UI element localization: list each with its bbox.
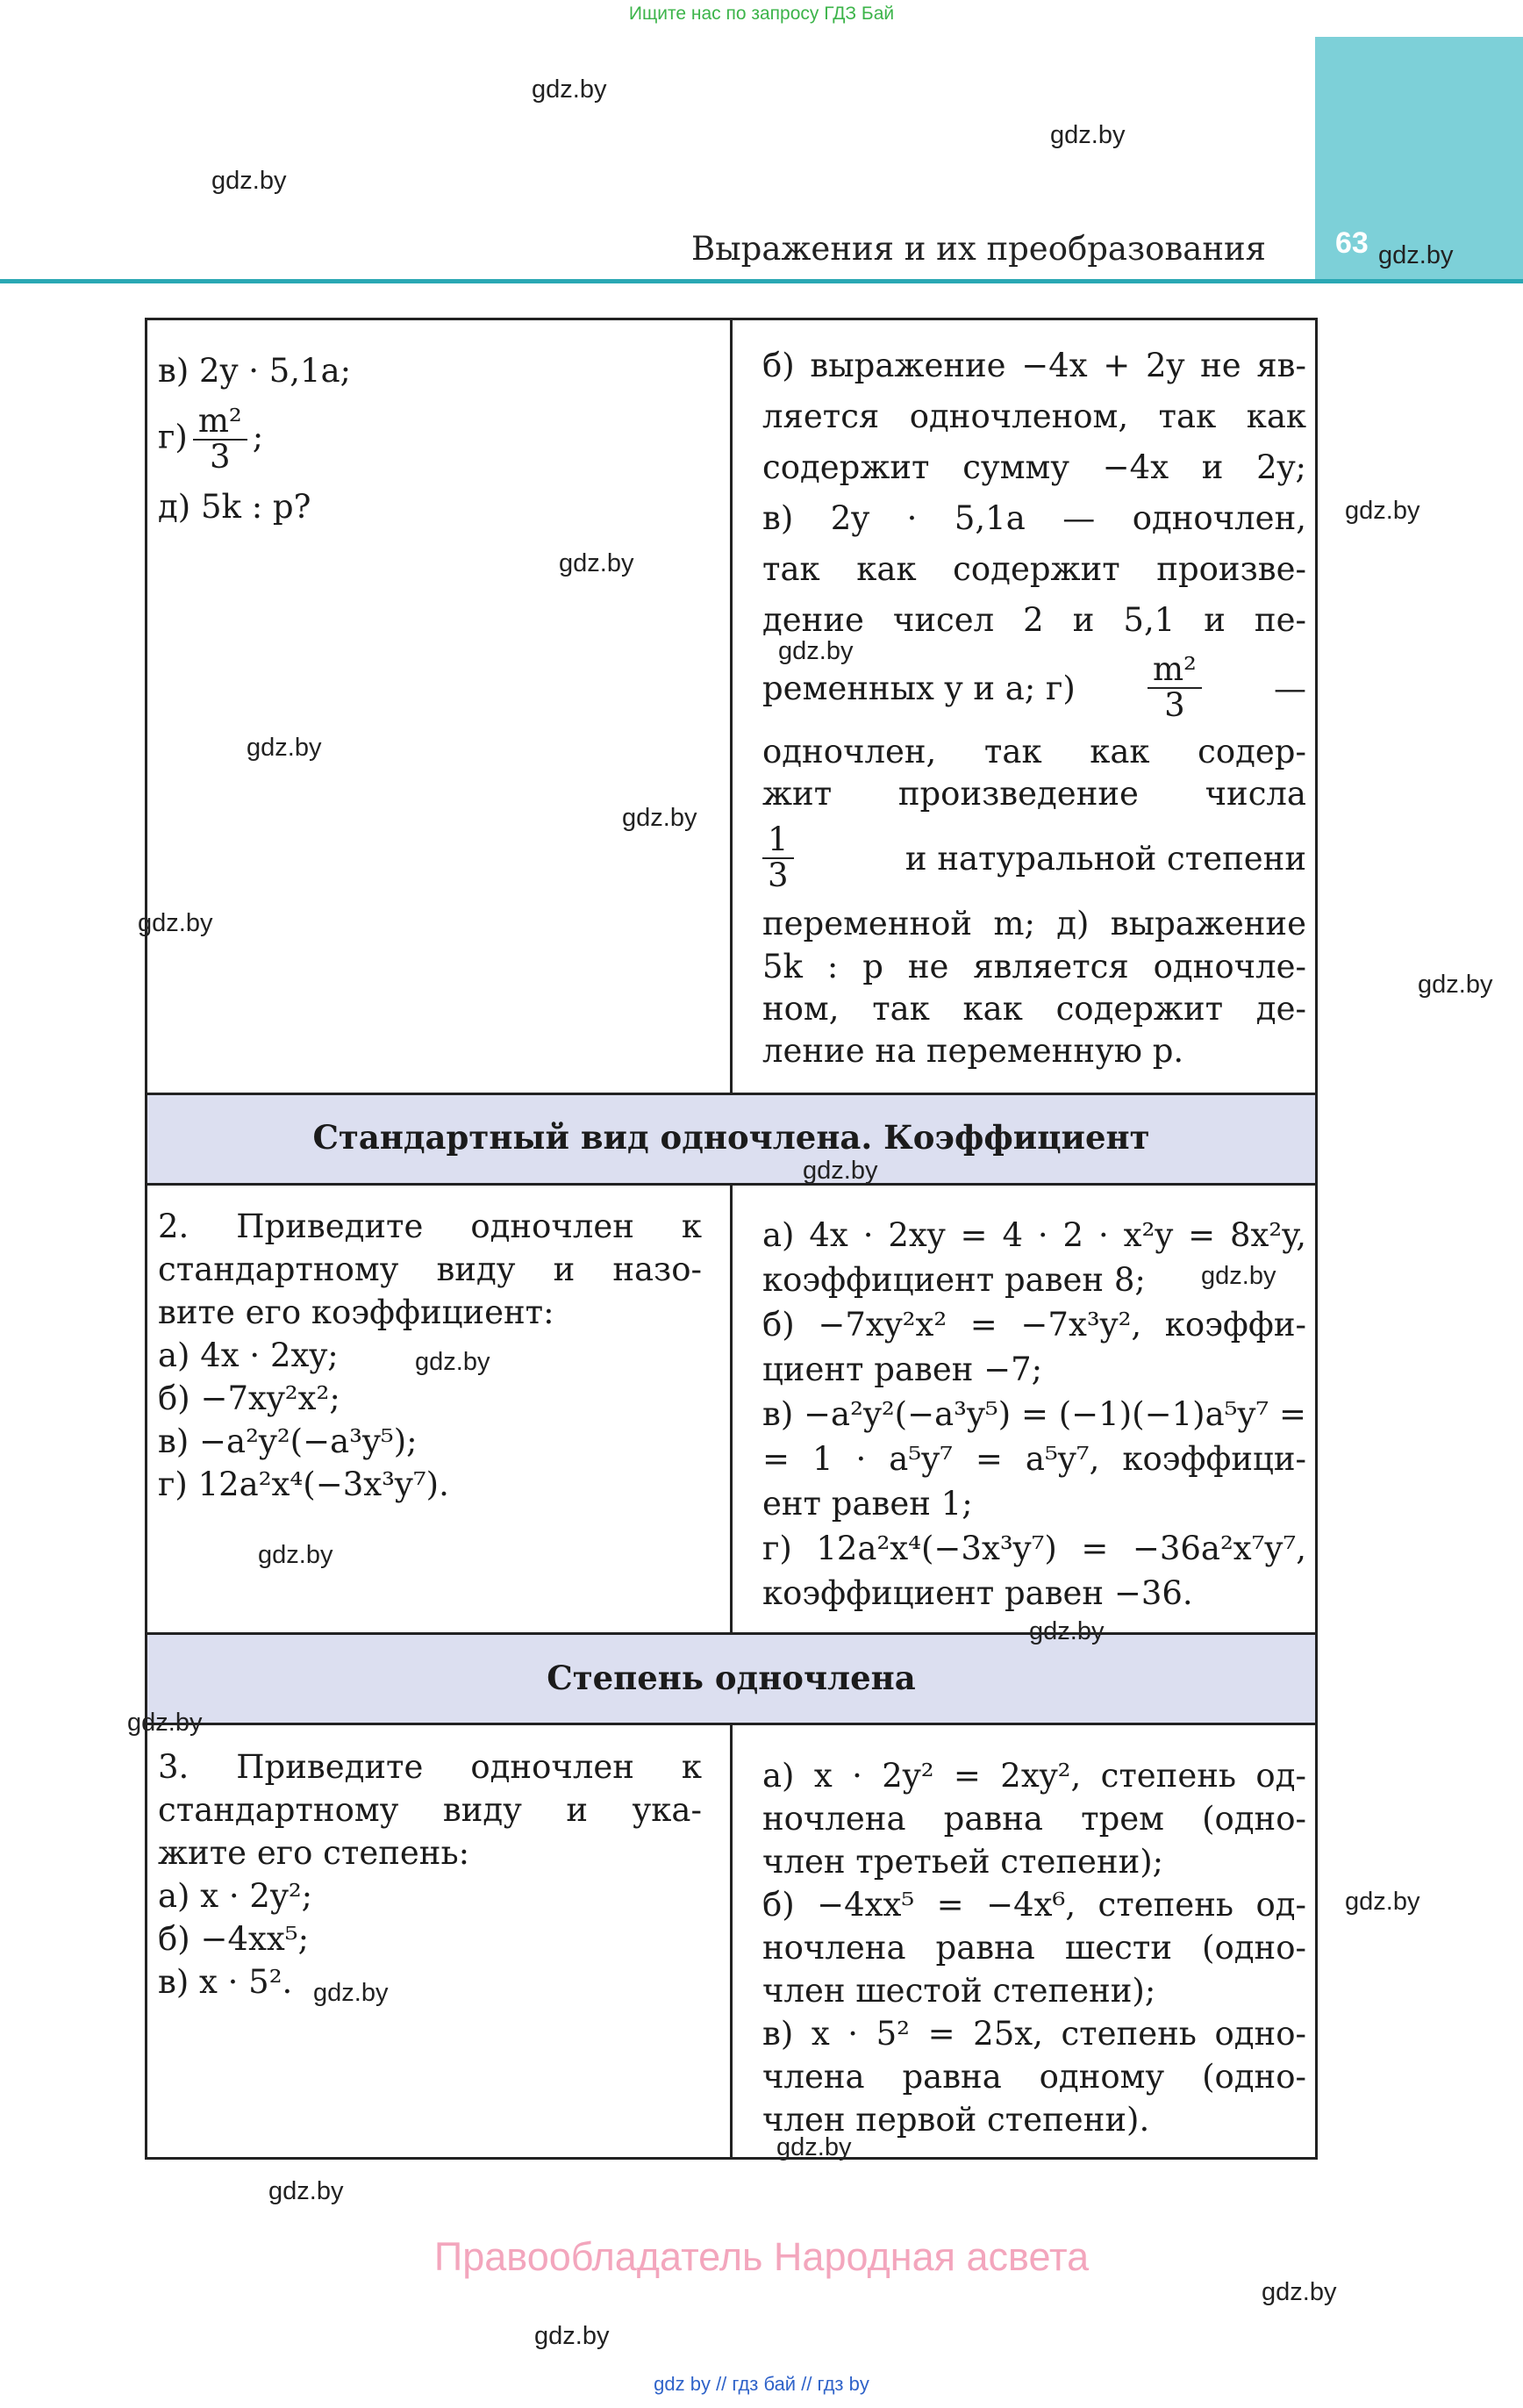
answer-line: а) x · 2y² = 2xy², степень од- xyxy=(762,1757,1306,1795)
row1-right-cell xyxy=(762,340,1306,1072)
footer-links[interactable]: gdz by // гдз бай // гдз by xyxy=(654,2373,869,2395)
answer-line: ляется одночленом, так как xyxy=(762,398,1306,435)
task-line: жите его степень: xyxy=(158,1834,470,1872)
watermark: gdz.by xyxy=(622,804,697,832)
watermark: gdz.by xyxy=(1029,1617,1105,1645)
section-title: Выражения и их преобразования xyxy=(691,230,1266,268)
task-line: вите его коэффициент: xyxy=(158,1294,554,1331)
answer-line: г) 12a²x⁴(−3x³y⁷) = −36a²x⁷y⁷, xyxy=(762,1530,1306,1567)
watermark: gdz.by xyxy=(313,1979,389,2007)
answer-line: 5k : p не является одночле- xyxy=(762,948,1306,985)
answer-line: в) x · 5² = 25x, степень одно- xyxy=(762,2015,1306,2053)
exercise-item-g: г) $\frac{\text{m²}}{3}$ ; xyxy=(158,402,264,476)
answer-line: жит произведение числа xyxy=(762,775,1306,813)
task-item: а) x · 2y²; xyxy=(158,1877,313,1915)
answer-line: ночлена равна трем (одно- xyxy=(762,1800,1306,1838)
watermark: gdz.by xyxy=(803,1157,878,1185)
answer-line: члена равна одному (одно- xyxy=(762,2058,1306,2096)
row3-right-cell xyxy=(762,1754,1306,2141)
answer-line: в) −a²y²(−a³y⁵) = (−1)(−1)a⁵y⁷ = xyxy=(762,1395,1306,1433)
task-item: в) −a²y²(−a³y⁵); xyxy=(158,1423,418,1460)
copyright-notice: Правообладатель Народная асвета xyxy=(433,2234,1090,2279)
table-column-divider xyxy=(730,1183,733,1635)
task-line: 2. Приведите одночлен к xyxy=(158,1208,702,1245)
answer-line: циент равен −7; xyxy=(762,1351,1043,1388)
answer-line: ент равен 1; xyxy=(762,1485,973,1523)
header-divider xyxy=(0,279,1523,283)
answer-line: б) выражение −4x + 2y не яв- xyxy=(762,347,1306,384)
watermark: gdz.by xyxy=(127,1709,203,1737)
watermark: gdz.by xyxy=(258,1541,333,1569)
page-number: 63 xyxy=(1335,226,1369,260)
answer-line: коэффициент равен −36. xyxy=(762,1574,1193,1612)
watermark: gdz.by xyxy=(415,1348,490,1376)
answer-line: б) −7xy²x² = −7x³y², коэффи- xyxy=(762,1306,1306,1344)
answer-line: ночлена равна шести (одно- xyxy=(762,1929,1306,1967)
watermark: gdz.by xyxy=(211,167,287,195)
top-search-banner: Ищите нас по запросу ГДЗ Бай xyxy=(628,4,895,24)
watermark: gdz.by xyxy=(778,637,854,665)
fraction: $\frac{\text{m²}}{3}$ xyxy=(193,405,247,475)
task-item: б) −7xy²x²; xyxy=(158,1380,340,1417)
task-line: стандартному виду и ука- xyxy=(158,1791,702,1829)
watermark: gdz.by xyxy=(1378,241,1454,269)
watermark: gdz.by xyxy=(138,909,213,937)
band-title-standard-form: Стандартный вид одночлена. Коэффициент xyxy=(312,1118,1150,1157)
answer-line-with-fraction xyxy=(762,814,1306,902)
table-column-divider xyxy=(730,1723,733,2160)
answer-text: ременных y и a; г) xyxy=(762,669,1076,707)
answer-line: коэффициент равен 8; xyxy=(762,1261,1146,1299)
task-line: 3. Приведите одночлен к xyxy=(158,1748,702,1786)
task-item: б) −4xx⁵; xyxy=(158,1920,310,1958)
task-line: стандартному виду и назо- xyxy=(158,1251,702,1288)
watermark: gdz.by xyxy=(1201,1262,1276,1290)
answer-line: ном, так как содержит де- xyxy=(762,990,1306,1028)
watermark: gdz.by xyxy=(559,549,634,577)
answer-line: одночлен, так как содер- xyxy=(762,733,1306,770)
answer-line: член первой степени). xyxy=(762,2101,1150,2139)
answer-line: содержит сумму −4x и 2y; xyxy=(762,448,1306,486)
band-title-degree: Степень одночлена xyxy=(547,1659,916,1697)
watermark: gdz.by xyxy=(1345,497,1420,525)
watermark: gdz.by xyxy=(776,2133,852,2161)
watermark: gdz.by xyxy=(1345,1888,1420,1916)
watermark: gdz.by xyxy=(268,2177,344,2205)
watermark: gdz.by xyxy=(1050,121,1126,149)
answer-line: так как содержит произве- xyxy=(762,550,1306,588)
watermark: gdz.by xyxy=(1418,971,1493,999)
exercise-item-d: д) 5k : p? xyxy=(158,487,311,526)
task-item: в) x · 5². xyxy=(158,1963,293,2001)
answer-line: переменной m; д) выражение xyxy=(762,905,1306,942)
exercise-item-v: в) 2y · 5,1a; xyxy=(158,352,352,390)
watermark: gdz.by xyxy=(532,75,607,104)
table-column-divider xyxy=(730,318,733,1095)
task-item: а) 4x · 2xy; xyxy=(158,1337,339,1374)
answer-line: ление на переменную p. xyxy=(762,1032,1184,1070)
answer-line: член шестой степени); xyxy=(762,1972,1156,2010)
answer-text: и натуральной степени xyxy=(905,839,1306,878)
answer-line: в) 2y · 5,1a — одночлен, xyxy=(762,499,1306,537)
row1-left-cell xyxy=(158,349,719,528)
answer-line: = 1 · a⁵y⁷ = a⁵y⁷, коэффици- xyxy=(762,1440,1306,1478)
dash: — xyxy=(1274,669,1306,707)
table-border-right xyxy=(1315,318,1318,2160)
answer-line: дение чисел 2 и 5,1 и пе- xyxy=(762,601,1306,639)
answer-line: а) 4x · 2xy = 4 · 2 · x²y = 8x²y, xyxy=(762,1216,1306,1254)
table-border-left xyxy=(145,318,147,2160)
answer-line: б) −4xx⁵ = −4x⁶, степень од- xyxy=(762,1886,1306,1924)
watermark: gdz.by xyxy=(1262,2278,1337,2306)
fraction-one-third: $\frac{1}{3}$ xyxy=(762,823,794,893)
row3-left-cell xyxy=(158,1745,702,2003)
task-item: г) 12a²x⁴(−3x³y⁷). xyxy=(158,1466,449,1503)
watermark: gdz.by xyxy=(247,734,322,762)
fraction: $\frac{\text{m²}}{3}$ xyxy=(1148,653,1202,723)
answer-line: член третьей степени); xyxy=(762,1843,1164,1881)
watermark: gdz.by xyxy=(534,2322,610,2350)
